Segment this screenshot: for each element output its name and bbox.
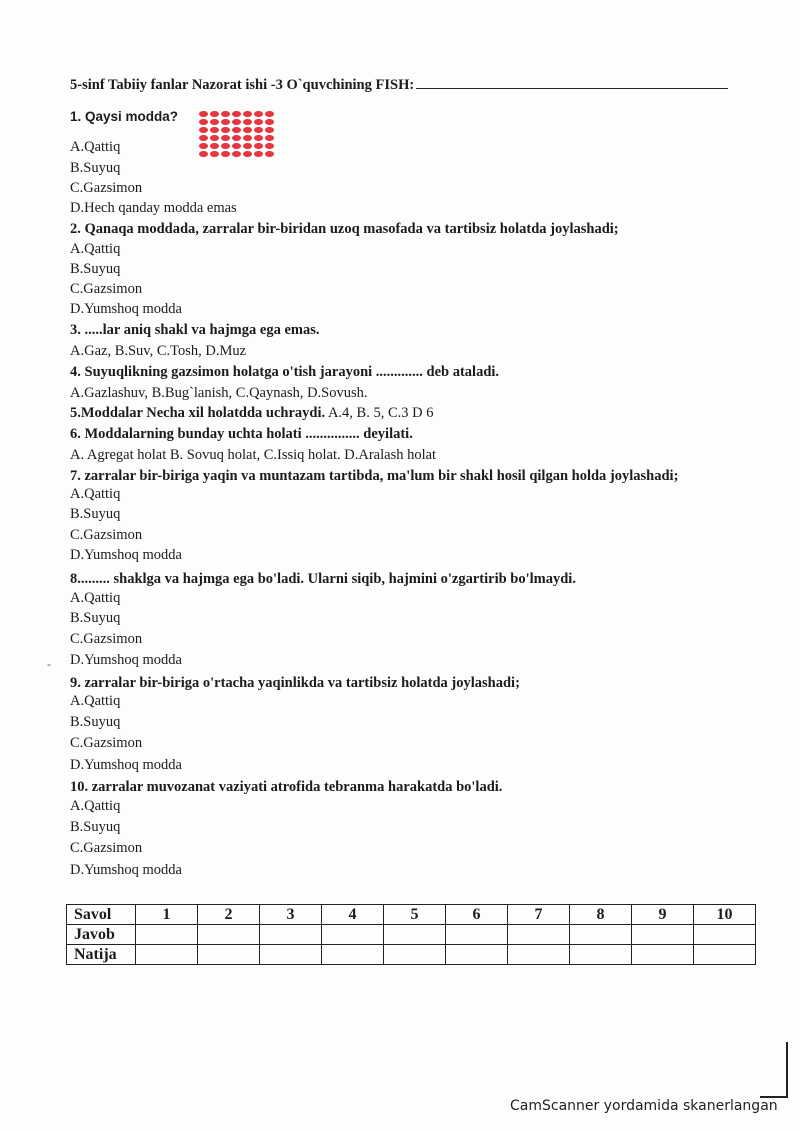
q8-option-d: D.Yumshoq modda: [70, 652, 182, 668]
result-cell[interactable]: [570, 945, 632, 965]
q7-option-b: B.Suyuq: [70, 506, 121, 522]
table-row-javob: [67, 925, 756, 945]
result-cell[interactable]: [322, 945, 384, 965]
row-label-savol: Savol: [67, 905, 136, 925]
q1-option-c: C.Gazsimon: [70, 180, 143, 196]
row-label-natija: Natija: [67, 945, 136, 965]
particle-dot: [243, 111, 252, 118]
particle-grid-icon: [198, 110, 275, 158]
particle-dot: [232, 143, 241, 150]
particle-dot: [199, 143, 208, 150]
result-cell[interactable]: [384, 945, 446, 965]
q7-option-d: D.Yumshoq modda: [70, 547, 182, 563]
q7-option-c: C.Gazsimon: [70, 527, 143, 543]
question-10: 10. zarralar muvozanat vaziyati atrofida tebranma harakatda bo'ladi.: [70, 779, 503, 795]
answer-cell[interactable]: [136, 925, 198, 945]
particle-dot: [210, 151, 219, 158]
particle-dot: [254, 127, 263, 134]
particle-dot: [210, 111, 219, 118]
particle-dot: [199, 111, 208, 118]
page-title: 5-sinf Tabiiy fanlar Nazorat ishi -3 O`quvchining FISH:: [70, 77, 415, 93]
question-number-cell: 3: [260, 905, 322, 925]
question-number-cell: 10: [694, 905, 756, 925]
particle-dot: [221, 119, 230, 126]
q8-option-c: C.Gazsimon: [70, 631, 143, 647]
q4-options: A.Gazlashuv, B.Bug`lanish, C.Qaynash, D.Sovush.: [70, 385, 368, 401]
question-number-cell: 6: [446, 905, 508, 925]
q10-option-b: B.Suyuq: [70, 819, 121, 835]
q8-option-b: B.Suyuq: [70, 610, 121, 626]
answer-cell[interactable]: [570, 925, 632, 945]
q2-option-a: A.Qattiq: [70, 241, 121, 257]
question-2: 2. Qanaqa moddada, zarralar bir-biridan uzoq masofada va tartibsiz holatda joylashadi;: [70, 221, 619, 237]
question-number-cell: 8: [570, 905, 632, 925]
particle-dot: [199, 127, 208, 134]
table-row-natija: [67, 945, 756, 965]
particle-dot: [265, 135, 274, 142]
particle-dot: [243, 127, 252, 134]
q2-option-d: D.Yumshoq modda: [70, 301, 182, 317]
particle-dot: [199, 119, 208, 126]
particle-dot: [232, 135, 241, 142]
particle-dot: [243, 143, 252, 150]
particle-dot: [221, 127, 230, 134]
question-1: 1. Qaysi modda?: [70, 109, 179, 124]
question-number-cell: 5: [384, 905, 446, 925]
answer-cell[interactable]: [632, 925, 694, 945]
q6-options: A. Agregat holat B. Sovuq holat, C.Issiq holat. D.Aralash holat: [70, 447, 437, 463]
q10-option-a: A.Qattiq: [70, 798, 121, 814]
q9-option-d: D.Yumshoq modda: [70, 757, 182, 773]
q9-option-b: B.Suyuq: [70, 714, 121, 730]
particle-dot: [221, 151, 230, 158]
q8-option-a: A.Qattiq: [70, 590, 121, 606]
question-5: 5.Moddalar Necha xil holatdda uchraydi.: [70, 405, 326, 421]
particle-dot: [254, 111, 263, 118]
particle-dot: [221, 135, 230, 142]
q9-option-c: C.Gazsimon: [70, 735, 143, 751]
answer-cell[interactable]: [508, 925, 570, 945]
name-blank-line: [416, 87, 728, 89]
header-line: [70, 77, 728, 94]
q10-option-c: C.Gazsimon: [70, 840, 143, 856]
particle-dot: [221, 111, 230, 118]
answer-cell[interactable]: [446, 925, 508, 945]
answer-cell[interactable]: [694, 925, 756, 945]
result-cell[interactable]: [136, 945, 198, 965]
row-label-javob: Javob: [67, 925, 136, 945]
question-8: 8......... shaklga va hajmga ega bo'ladi. Ularni siqib, hajmini o'zgartirib bo'lmaydi.: [70, 571, 576, 587]
question-number-cell: 2: [198, 905, 260, 925]
result-cell[interactable]: [508, 945, 570, 965]
q1-option-a: A.Qattiq: [70, 139, 121, 155]
question-6: 6. Moddalarning bunday uchta holati ............... deyilati.: [70, 426, 413, 442]
particle-dot: [265, 111, 274, 118]
particle-dot: [265, 119, 274, 126]
result-cell[interactable]: [260, 945, 322, 965]
q3-options: A.Gaz, B.Suv, C.Tosh, D.Muz: [70, 343, 247, 359]
particle-dot: [243, 151, 252, 158]
q5-options: A.4, B. 5, C.3 D 6: [325, 405, 434, 421]
q9-option-a: A.Qattiq: [70, 693, 121, 709]
table-row-savol: [67, 905, 756, 925]
particle-dot: [210, 127, 219, 134]
question-number-cell: 1: [136, 905, 198, 925]
particle-dot: [265, 143, 274, 150]
particle-dot: [232, 119, 241, 126]
question-number-cell: 7: [508, 905, 570, 925]
particle-dot: [199, 135, 208, 142]
particle-dot: [265, 151, 274, 158]
particle-dot: [265, 127, 274, 134]
question-number-cell: 4: [322, 905, 384, 925]
particle-dot: [243, 119, 252, 126]
q2-option-b: B.Suyuq: [70, 261, 121, 277]
question-4: 4. Suyuqlikning gazsimon holatga o'tish jarayoni ............. deb ataladi.: [70, 364, 500, 380]
q10-option-d: D.Yumshoq modda: [70, 862, 182, 878]
particle-dot: [232, 127, 241, 134]
particle-dot: [232, 151, 241, 158]
answer-cell[interactable]: [384, 925, 446, 945]
q1-option-d: D.Hech qanday modda emas: [70, 200, 237, 216]
result-cell[interactable]: [632, 945, 694, 965]
answer-cell[interactable]: [322, 925, 384, 945]
particle-dot: [210, 119, 219, 126]
particle-dot: [254, 119, 263, 126]
particle-dot: [199, 151, 208, 158]
answer-table: [66, 904, 756, 965]
particle-dot: [221, 143, 230, 150]
particle-dot: [243, 135, 252, 142]
particle-dot: [210, 135, 219, 142]
q7-option-a: A.Qattiq: [70, 486, 121, 502]
result-cell[interactable]: [694, 945, 756, 965]
particle-dot: [254, 151, 263, 158]
question-7: 7. zarralar bir-biriga yaqin va muntazam tartibda, ma'lum bir shakl hosil qilgan holda joylashadi;: [70, 468, 679, 484]
scanner-watermark: CamScanner yordamida skanerlangan: [510, 1098, 778, 1114]
result-cell[interactable]: [198, 945, 260, 965]
question-9: 9. zarralar bir-biriga o'rtacha yaqinlikda va tartibsiz holatda joylashadi;: [70, 675, 520, 691]
q2-option-c: C.Gazsimon: [70, 281, 143, 297]
question-number-cell: 9: [632, 905, 694, 925]
question-3: 3. .....lar aniq shakl va hajmga ega emas.: [70, 322, 320, 338]
answer-cell[interactable]: [198, 925, 260, 945]
particle-dot: [254, 143, 263, 150]
particle-dot: [210, 143, 219, 150]
particle-dot: [254, 135, 263, 142]
answer-cell[interactable]: [260, 925, 322, 945]
q1-option-b: B.Suyuq: [70, 160, 121, 176]
result-cell[interactable]: [446, 945, 508, 965]
question-5-line: [70, 404, 434, 422]
particle-dot: [232, 111, 241, 118]
page-edge-line: [786, 1042, 788, 1098]
margin-mark: -: [47, 657, 51, 671]
